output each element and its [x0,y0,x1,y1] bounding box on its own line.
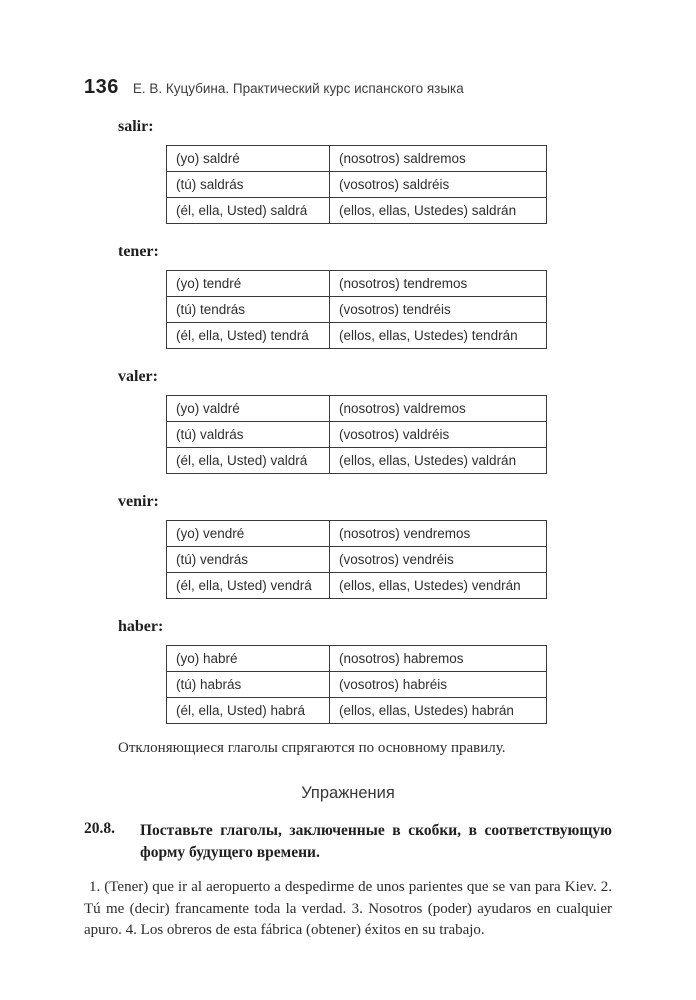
note-text: Отклоняющиеся глаголы спрягаются по основному правилу. [118,740,506,756]
table-row [167,323,547,349]
table-cell: (vosotros) vendréis [330,547,547,573]
conjugation-table-valer [166,395,547,474]
table-cell: (nosotros) valdremos [330,396,547,422]
table-cell: (tú) vendrás [167,547,330,573]
table-row [167,448,547,474]
table-cell: (yo) saldré [167,146,330,172]
verb-block-valer [84,368,612,474]
verb-label: venir: [118,493,159,510]
table-row [167,146,547,172]
table-row [167,297,547,323]
table-cell: (nosotros) habremos [330,646,547,672]
table-cell: (ellos, ellas, Ustedes) saldrán [330,198,547,224]
table-row [167,698,547,724]
table-row [167,271,547,297]
exercise-number: 20.8. [84,820,115,837]
table-row [167,573,547,599]
table-row [167,172,547,198]
exercise-title: Поставьте глаголы, заключенные в скобки, в соответствующую форму будущего времени. [140,822,612,861]
table-cell: (nosotros) tendremos [330,271,547,297]
table-cell: (él, ella, Usted) vendrá [167,573,330,599]
table-cell: (yo) tendré [167,271,330,297]
exercise-head [84,820,612,864]
table-cell: (tú) saldrás [167,172,330,198]
conjugation-table-salir [166,145,547,224]
conjugation-table-haber [166,645,547,724]
table-row [167,646,547,672]
table-cell: (ellos, ellas, Ustedes) tendrán [330,323,547,349]
table-cell: (yo) valdré [167,396,330,422]
table-cell: (vosotros) tendréis [330,297,547,323]
table-cell: (él, ella, Usted) tendrá [167,323,330,349]
verb-block-salir [84,118,612,224]
table-row [167,521,547,547]
verb-block-tener [84,243,612,349]
exercises-heading: Упражнения [301,784,395,802]
table-cell: (nosotros) saldremos [330,146,547,172]
table-cell: (ellos, ellas, Ustedes) valdrán [330,448,547,474]
table-row [167,672,547,698]
table-row [167,422,547,448]
verb-label: haber: [118,618,164,635]
table-cell: (vosotros) valdréis [330,422,547,448]
verb-label: tener: [118,243,159,260]
table-cell: (yo) vendré [167,521,330,547]
table-cell: (él, ella, Usted) saldrá [167,198,330,224]
table-cell: (vosotros) saldréis [330,172,547,198]
table-cell: (nosotros) vendremos [330,521,547,547]
verb-block-venir [84,493,612,599]
table-cell: (ellos, ellas, Ustedes) vendrán [330,573,547,599]
table-row [167,547,547,573]
table-cell: (él, ella, Usted) valdrá [167,448,330,474]
table-cell: (yo) habré [167,646,330,672]
table-cell: (vosotros) habréis [330,672,547,698]
table-row [167,198,547,224]
verb-block-haber [84,618,612,724]
table-cell: (tú) valdrás [167,422,330,448]
conjugation-table-tener [166,270,547,349]
running-head [84,76,612,99]
exercise-body: 1. (Tener) que ir al aeropuerto a despedirme de unos parientes que se van para Kiev. 2. Tú me (decir) francamente toda la verdad. 3. Nosotros (poder) ayudaros en cualquier apuro. 4. Los obreros de esta fábrica (obtener) éxitos en su trabajo. [84,879,612,938]
verb-label: salir: [118,118,154,135]
verb-label: valer: [118,368,158,385]
page-number: 136 [84,76,119,98]
table-cell: (ellos, ellas, Ustedes) habrán [330,698,547,724]
running-title: Е. В. Куцубина. Практический курс испанского языка [132,81,464,96]
table-row [167,396,547,422]
table-cell: (él, ella, Usted) habrá [167,698,330,724]
table-cell: (tú) habrás [167,672,330,698]
conjugation-table-venir [166,520,547,599]
table-cell: (tú) tendrás [167,297,330,323]
